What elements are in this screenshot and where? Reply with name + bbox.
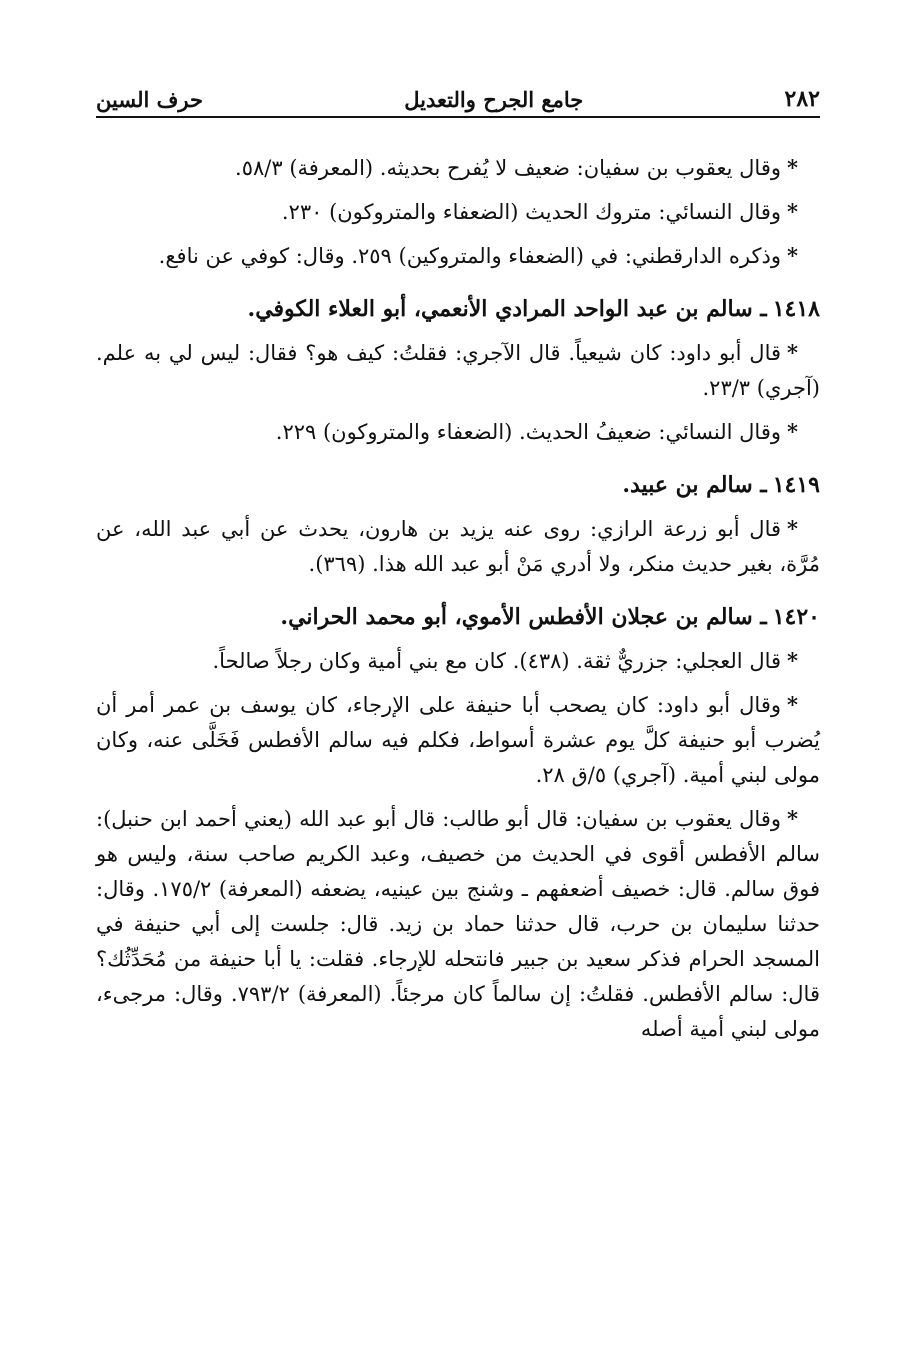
paragraph xyxy=(96,150,820,186)
paragraph xyxy=(96,335,820,406)
entry-title: ـ سالم بن عبيد. xyxy=(622,472,767,498)
paragraph xyxy=(96,194,820,230)
paragraph-text: قال أبو زرعة الرازي: روى عنه يزيد بن هارون، يحدث عن أبي عبد الله، عن مُرَّة، بغير حديث منكر، ولا أدري مَنْ أبو عبد الله هذا. (٣٦٩). xyxy=(96,517,820,576)
page-body xyxy=(96,150,820,1055)
paragraph-text: وقال يعقوب بن سفيان: قال أبو طالب: قال أبو عبد الله (يعني أحمد ابن حنبل): سالم الأفطس أقوى في الحديث من خصيف، وعبد الكريم صاحب سنة، وليس هو فوق سالم. قال: خصيف أضعفهم ـ وشنج بين عينيه، يضعفه (المعرفة) ١٧٥/٢. وقال: حدثنا سليمان بن حرب، قال حدثنا حماد بن زيد. قال: جلست إلى أبي حنيفة في المسجد الحرام فذكر سعيد بن جبير فانتحله للإرجاء. فقلت: يا أبا حنيفة من مُحَدِّثُك؟ قال: سالم الأفطس. فقلتُ: إن سالماً كان مرجئاً. (المعرفة) ٧٩٣/٢. وقال: مرجىء، مولى لبني أمية أصله xyxy=(96,807,821,1041)
paragraph xyxy=(96,238,820,274)
running-title: جامع الجرح والتعديل xyxy=(404,87,584,112)
paragraph xyxy=(96,801,820,1047)
paragraph-text: وقال النسائي: متروك الحديث (الضعفاء والمتروكون) ٢٣٠. xyxy=(281,200,782,224)
paragraph-text: قال أبو داود: كان شيعياً. قال الآجري: فقلتُ: كيف هو؟ فقال: ليس لي به علم. (آجري) ٢٣/٣. xyxy=(96,341,820,400)
paragraph-text: وقال النسائي: ضعيفُ الحديث. (الضعفاء والمتروكون) ٢٢٩. xyxy=(275,420,782,444)
bullet-marker: * xyxy=(787,243,798,268)
bullet-marker: * xyxy=(787,516,798,541)
paragraph-text: قال العجلي: جزريٌّ ثقة. (٤٣٨). كان مع بني أمية وكان رجلاً صالحاً. xyxy=(212,649,782,673)
bullet-marker: * xyxy=(787,692,798,717)
entry-heading xyxy=(96,468,820,503)
paragraph-text: وقال يعقوب بن سفيان: ضعيف لا يُفرح بحديثه. (المعرفة) ٥٨/٣. xyxy=(235,156,782,180)
entry-number: ١٤١٩ xyxy=(772,472,820,498)
entry-heading xyxy=(96,600,820,635)
bullet-marker: * xyxy=(787,199,798,224)
entry-heading xyxy=(96,292,820,327)
entry-title: ـ سالم بن عبد الواحد المرادي الأنعمي، أبو العلاء الكوفي. xyxy=(247,296,767,322)
bullet-marker: * xyxy=(787,806,798,831)
paragraph-text: وذكره الدارقطني: في (الضعفاء والمتروكين) ٢٥٩. وقال: كوفي عن نافع. xyxy=(158,244,782,268)
page-header xyxy=(96,68,820,118)
paragraph xyxy=(96,687,820,793)
entry-number: ١٤٢٠ xyxy=(772,604,820,630)
paragraph xyxy=(96,511,820,582)
bullet-marker: * xyxy=(787,648,798,673)
bullet-marker: * xyxy=(787,155,798,180)
page-number: ٢٨٢ xyxy=(784,86,820,112)
paragraph xyxy=(96,414,820,450)
bullet-marker: * xyxy=(787,419,798,444)
entry-title: ـ سالم بن عجلان الأفطس الأموي، أبو محمد الحراني. xyxy=(280,604,767,630)
entry-number: ١٤١٨ xyxy=(772,296,820,322)
bullet-marker: * xyxy=(787,340,798,365)
section-title: حرف السين xyxy=(96,87,203,112)
paragraph xyxy=(96,643,820,679)
paragraph-text: وقال أبو داود: كان يصحب أبا حنيفة على الإرجاء، كان يوسف بن عمر أمر أن يُضرب أبو حنيفة كلَّ يوم عشرة أسواط، فكلم فيه سالم الأفطس فَخَلَّى عنه، وكان مولى لبني أمية. (آجري) ٥/ق ٢٨. xyxy=(96,693,820,787)
